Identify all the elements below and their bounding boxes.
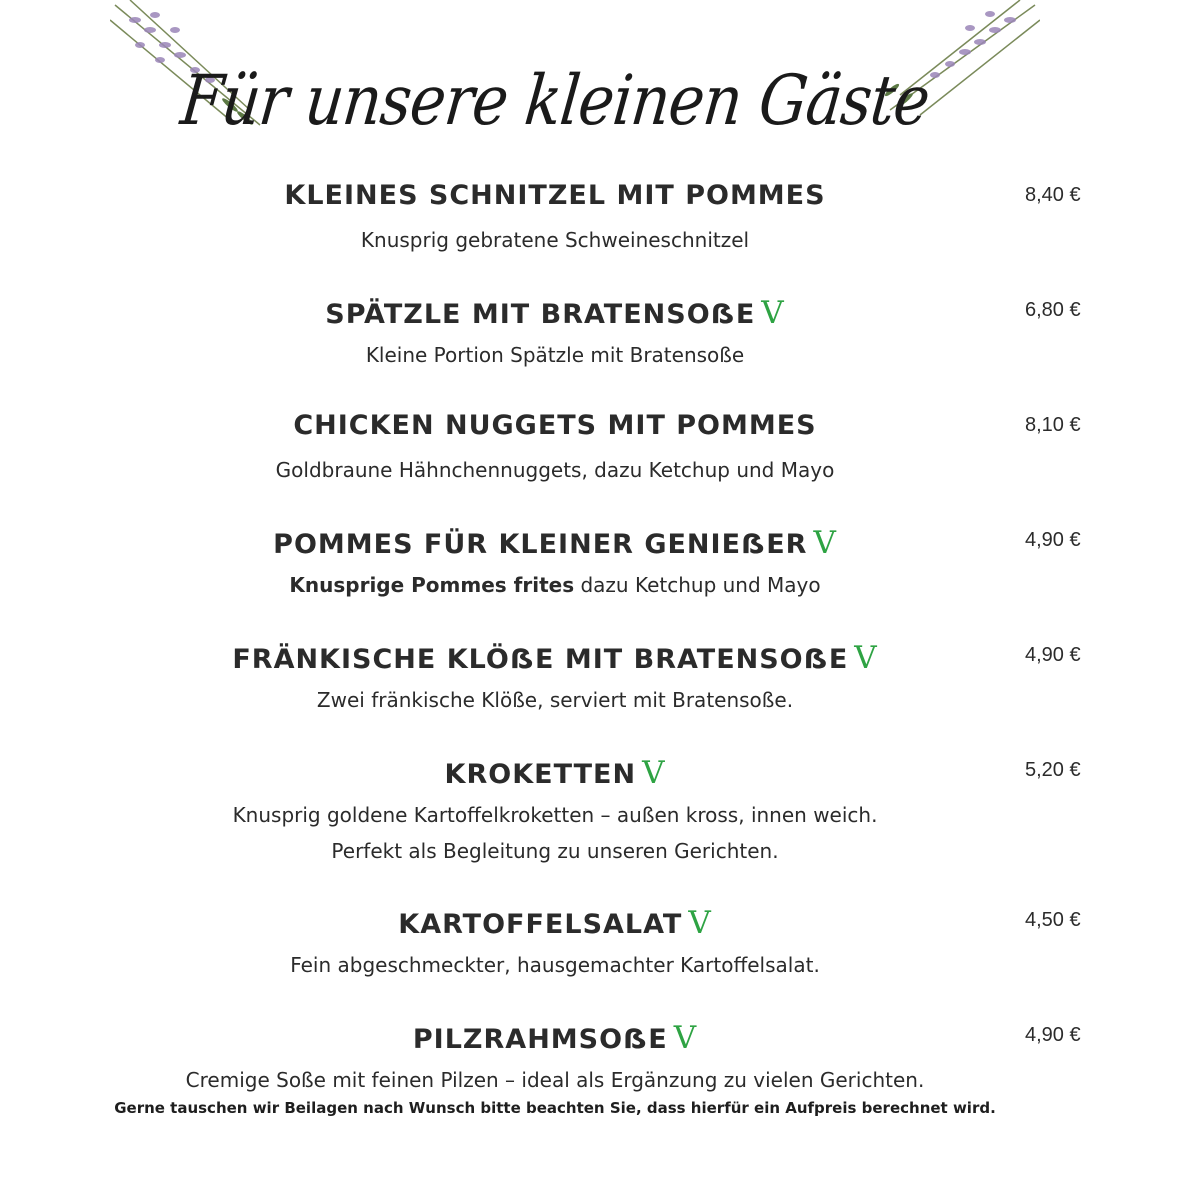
vegetarian-mark: V (761, 295, 785, 331)
item-name: KROKETTEN V (444, 755, 666, 791)
vegetarian-mark: V (854, 640, 878, 676)
vegetarian-mark: V (813, 525, 837, 561)
vegetarian-mark: V (688, 905, 712, 941)
item-price: 4,90 € (1025, 644, 1081, 666)
item-name: FRÄNKISCHE KLÖẞE MIT BRATENSOẞE V (232, 640, 878, 676)
item-price: 8,40 € (1025, 184, 1081, 206)
item-price: 8,10 € (1025, 414, 1081, 436)
item-name: CHICKEN NUGGETS MIT POMMES (293, 410, 817, 441)
item-name: SPÄTZLE MIT BRATENSOẞE V (325, 295, 785, 331)
item-description: Knusprig gebratene Schweineschnitzel (360, 228, 750, 252)
item-description: Knusprige Pommes frites dazu Ketchup und Mayo (289, 573, 821, 597)
vegetarian-mark: V (673, 1020, 698, 1056)
item-description: Fein abgeschmeckter, hausgemachter Kartoffelsalat. (290, 953, 820, 977)
item-name: KLEINES SCHNITZEL MIT POMMES (284, 180, 826, 211)
item-description: Cremige Soße mit feinen Pilzen – ideal als Ergänzung zu vielen Gerichten. (185, 1068, 925, 1092)
item-name: POMMES FÜR KLEINER GENIEẞER V (273, 525, 837, 561)
item-price: 4,90 € (1025, 529, 1081, 551)
item-name: KARTOFFELSALAT V (398, 905, 712, 941)
footer-note: Gerne tauschen wir Beilagen nach Wunsch bitte beachten Sie, dass hierfür ein Aufpreis berechnet wird. (114, 1099, 996, 1117)
page-title: Für unsere kleinen Gäste (177, 60, 933, 142)
item-description: Zwei fränkische Klöße, serviert mit Bratensoße. (316, 688, 794, 712)
vegetarian-mark: V (642, 755, 666, 791)
item-name: PILZRAHMSOẞE V (412, 1020, 698, 1056)
item-price: 5,20 € (1025, 759, 1081, 781)
item-price: 4,50 € (1025, 909, 1081, 931)
item-description: Knusprig goldene Kartoffelkroketten – außen kross, innen weich. Perfekt als Begleitung zu unseren Gerichten. (232, 803, 878, 863)
item-description: Kleine Portion Spätzle mit Bratensoße (365, 343, 745, 367)
item-description: Goldbraune Hähnchennuggets, dazu Ketchup und Mayo (275, 458, 835, 482)
item-price: 4,90 € (1025, 1024, 1081, 1046)
item-price: 6,80 € (1025, 299, 1081, 321)
